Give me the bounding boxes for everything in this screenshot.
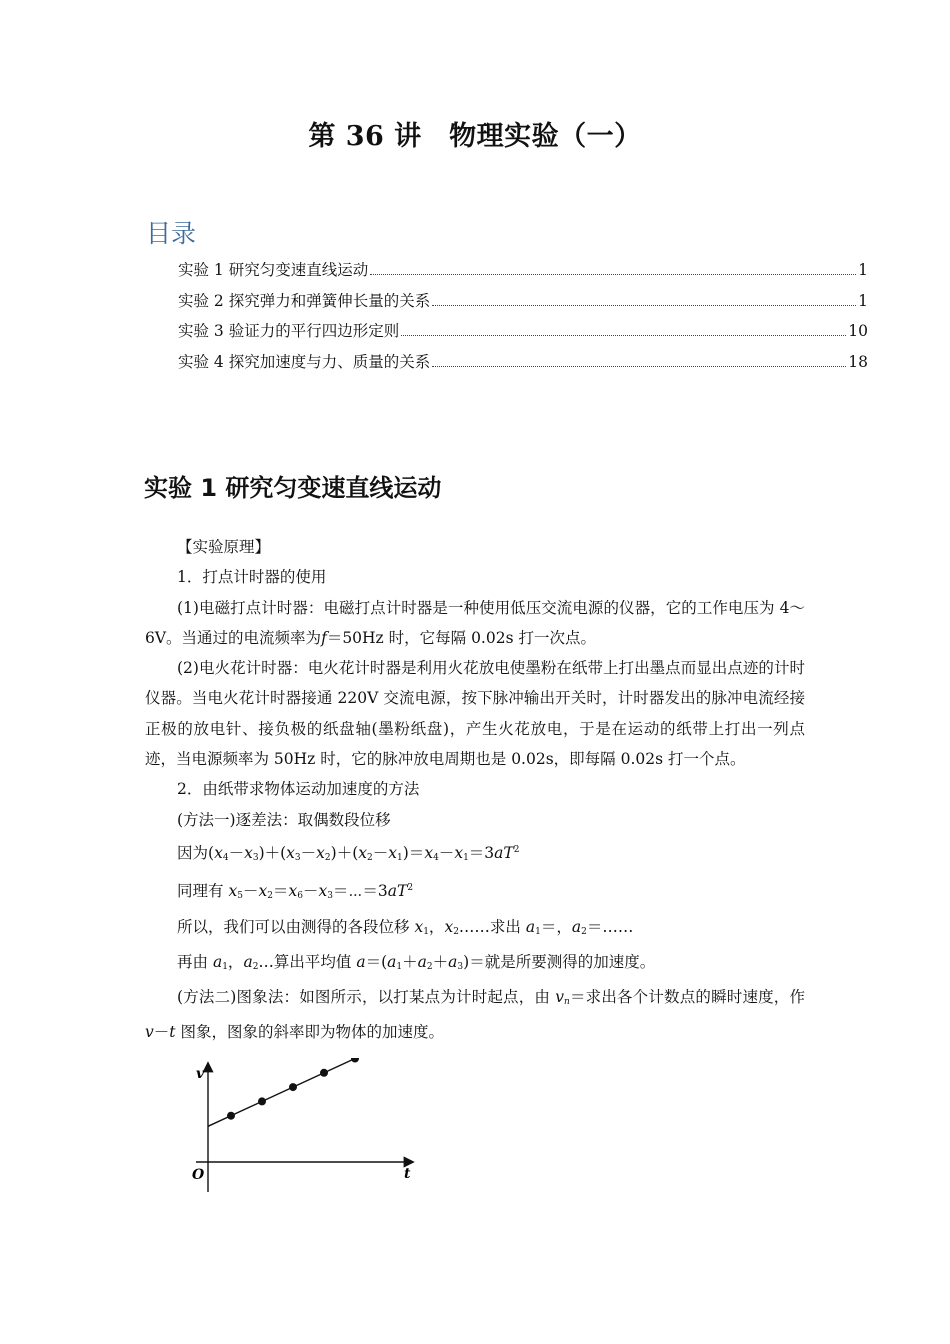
toc-item-label: 实验 4 探究加速度与力、质量的关系 xyxy=(178,353,431,372)
toc-item-page: 18 xyxy=(848,353,868,372)
toc-leader xyxy=(370,274,856,275)
paragraph: 1．打点计时器的使用 xyxy=(177,568,327,587)
formula-line: 再由 $a_1$，$a_2\dots$算出平均值 $a=(a_1+a_2+a_3)=$就是所要测得的加速度。 xyxy=(177,952,656,972)
paragraph: 2．由纸带求物体运动加速度的方法 xyxy=(177,780,420,799)
paragraph: (方法一)逐差法：取偶数段位移 xyxy=(177,810,391,829)
data-point xyxy=(289,1083,297,1091)
origin-label: O xyxy=(192,1167,205,1183)
toc-item-page: 1 xyxy=(858,261,868,279)
toc-item-label: 实验 1 研究匀变速直线运动 xyxy=(178,261,369,279)
toc-leader xyxy=(432,305,856,306)
data-point xyxy=(227,1112,235,1120)
toc-item[interactable] xyxy=(178,319,868,350)
toc-item-page: 10 xyxy=(848,322,868,341)
formula-line: 同理有 $x_5-x_2=x_6-x_3=\cdots=3aT^2$ xyxy=(177,882,414,902)
toc-item[interactable] xyxy=(178,350,868,381)
principle-heading: 【实验原理】 xyxy=(177,538,271,556)
formula-line: 因为$(x_4-x_3)+(x_3-x_2)+(x_2-x_1)=x_4-x_1=3aT^2$ xyxy=(177,843,520,863)
paragraph: (方法二)图象法：如图所示，以打某点为计时起点，由 $v_n=$求出各个计数点的瞬时速度，作 v－t 图象，图象的斜率即为物体的加速度。 xyxy=(145,988,805,1042)
paragraph: (2)电火花计时器：电火花计时器是利用火花放电使墨粉在纸带上打出墨点而显出点迹的计时仪器。当电火花计时器接通 220V 交流电源，按下脉冲输出开关时，计时器发出的脉冲电流经接正极的放电针、接负极的纸盘轴(墨粉纸盘)，产生火花放电，于是在运动的纸带上打出一列点迹，当电源频率为 50Hz 时，它的脉冲放电周期也是 0.02s，即每隔 0.02s 打一个点。 xyxy=(145,659,805,769)
page-title: 第 36 讲 物理实验（一） xyxy=(308,121,642,152)
data-point xyxy=(351,1058,359,1063)
toc-item-page: 1 xyxy=(858,291,868,310)
y-axis-label: v xyxy=(196,1066,205,1082)
toc-item-label: 实验 2 探究弹力和弹簧伸长量的关系 xyxy=(178,291,431,310)
section-body xyxy=(145,532,805,1048)
velocity-time-graph xyxy=(186,1058,416,1198)
toc-item-label: 实验 3 验证力的平行四边形定则 xyxy=(178,322,400,341)
paragraph: (1)电磁打点计时器：电磁打点计时器是一种使用低压交流电源的仪器，它的工作电压为 4～6V。当通过的电流频率为f＝50Hz 时，它每隔 0.02s 打一次点。 xyxy=(145,598,805,647)
data-point xyxy=(320,1069,328,1077)
section-heading: 实验 1 研究匀变速直线运动 xyxy=(144,474,442,502)
toc-item[interactable] xyxy=(178,258,868,289)
toc-leader xyxy=(401,335,846,336)
toc-heading: 目录 xyxy=(146,219,197,248)
data-point xyxy=(258,1097,266,1105)
formula-line: 所以，我们可以由测得的各段位移 $x_1$，$x_2\dots\dots$求出 $a_1=$，$a_2=\dots\dots$ xyxy=(177,917,634,937)
table-of-contents xyxy=(178,258,868,381)
graph-marks xyxy=(208,1058,359,1126)
x-axis-label: t xyxy=(404,1166,411,1182)
toc-item[interactable] xyxy=(178,289,868,320)
toc-leader xyxy=(432,366,846,367)
